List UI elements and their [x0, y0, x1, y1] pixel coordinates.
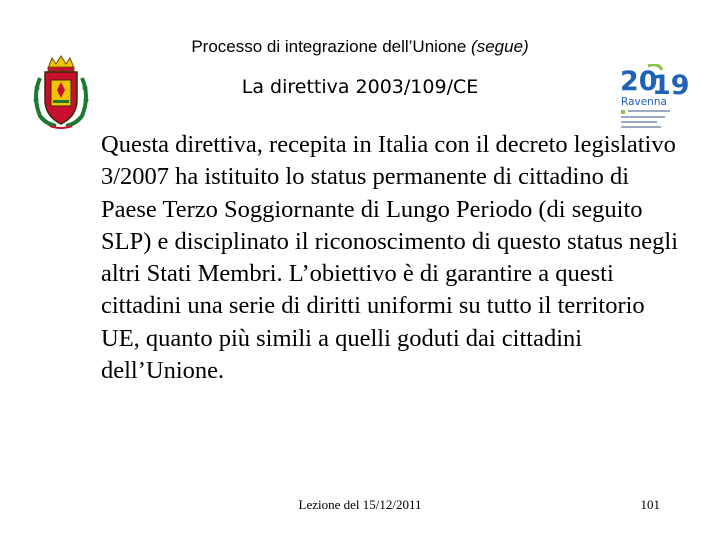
header-title-main: Processo di integrazione dell’Unione — [191, 37, 472, 56]
slide-header-title — [0, 37, 720, 57]
logo-year-part-1: 20 — [620, 66, 658, 97]
slide-subtitle: La direttiva 2003/109/CE — [241, 76, 479, 98]
body-paragraph: Questa direttiva, recepita in Italia con il decreto legislativo 3/2007 ha istituito lo status permanente di cittadino di Paese Terzo Soggiornante di Lungo Periodo (di seguito SLP) e disciplinato il riconoscimento di questo status negli altri Stati Membri. L’obiettivo è di garantire a questi cittadini una serie di diritti uniformi su tutto il territorio UE, quanto più simili a quelli goduti dai cittadini dell’Unione. — [101, 131, 679, 385]
logo-city: Ravenna — [621, 96, 667, 108]
footer-page-number: 101 — [640, 497, 660, 512]
coat-of-arms-icon — [30, 54, 92, 130]
ravenna-2019-logo — [618, 64, 690, 130]
logo-year-part-2: 19 — [652, 70, 690, 101]
footer-lecture-date: Lezione del 15/12/2011 — [298, 497, 422, 512]
header-title-italic: (segue) — [471, 37, 529, 56]
